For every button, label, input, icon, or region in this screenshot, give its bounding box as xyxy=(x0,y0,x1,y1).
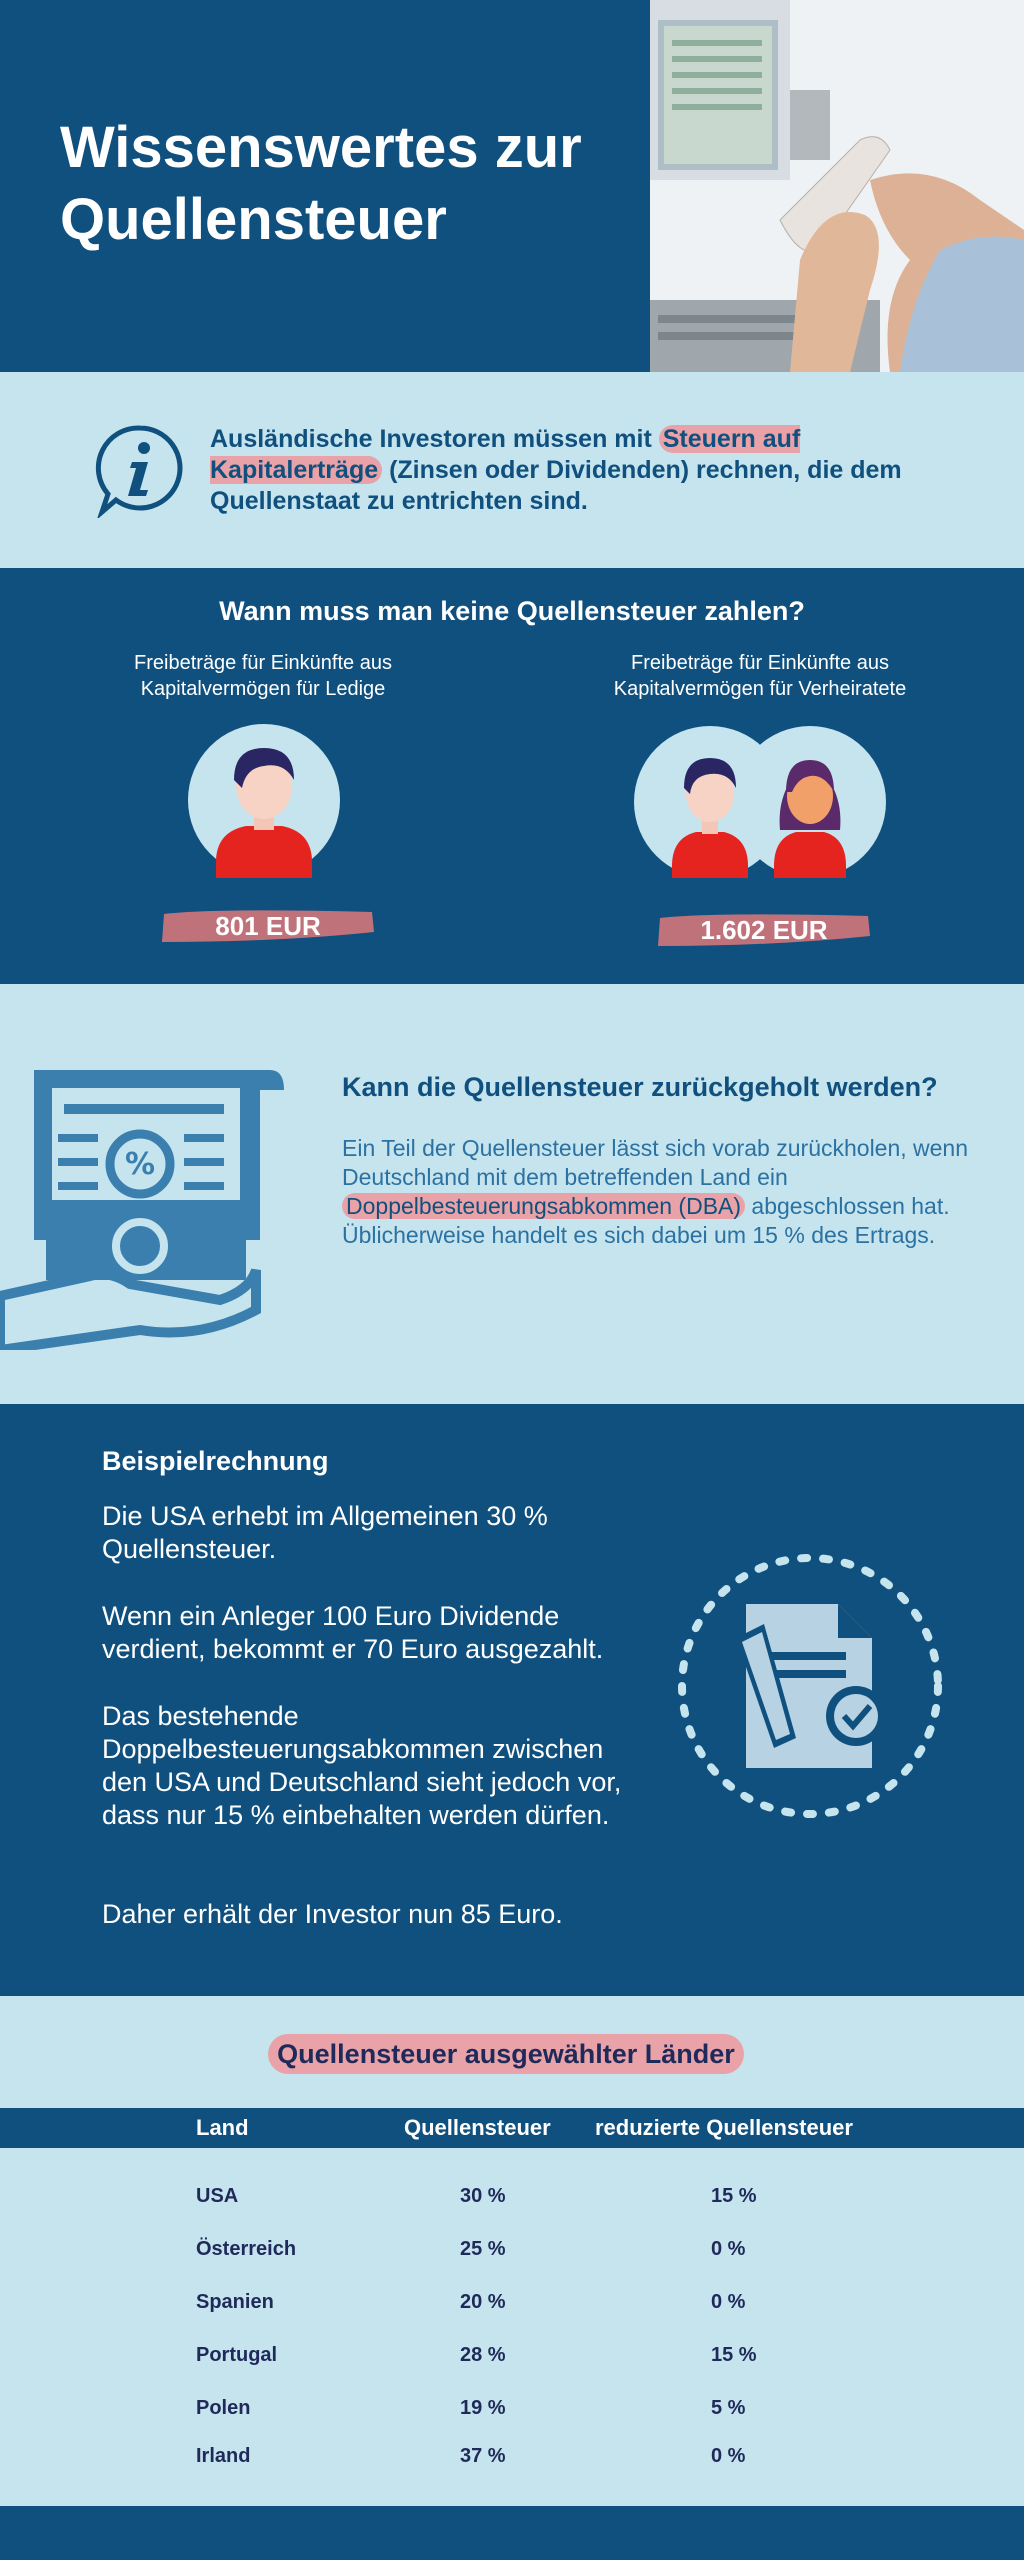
refund-highlight: Doppelbesteuerungsabkommen (DBA) xyxy=(342,1193,745,1219)
single-person-icon xyxy=(186,722,342,878)
countries-section xyxy=(0,1996,1024,2506)
single-allowance-label: Freibeträge für Einkünfte aus Kapitalvermögen für Ledige xyxy=(134,652,392,700)
allowance-heading: Wann muss man keine Quellensteuer zahlen? xyxy=(219,596,805,626)
cell-withholding-tax: 25 % xyxy=(460,2238,506,2260)
single-allowance-amount xyxy=(158,906,378,946)
married-allowance-amount xyxy=(654,910,874,950)
example-section xyxy=(0,1404,1024,1996)
cell-country: Irland xyxy=(196,2445,251,2467)
single-amount-text: 801 EUR xyxy=(215,911,321,941)
table-header xyxy=(0,2108,1024,2148)
table-row xyxy=(0,2282,1024,2322)
cell-reduced-tax: 0 % xyxy=(711,2238,746,2260)
info-text-after: (Zinsen oder Dividenden) rechnen, die dem Quellenstaat zu entrichten sind. xyxy=(210,456,902,515)
cell-country: Polen xyxy=(196,2397,251,2419)
cell-reduced-tax: 15 % xyxy=(711,2185,757,2207)
cell-reduced-tax: 0 % xyxy=(711,2445,746,2467)
example-paragraph-1: Die USA erhebt im Allgemeinen 30 % Quellensteuer. xyxy=(102,1501,548,1564)
info-icon xyxy=(92,422,188,518)
table-row xyxy=(0,2388,1024,2428)
table-row xyxy=(0,2335,1024,2375)
page-title: Wissenswertes zur Quellensteuer xyxy=(60,115,582,252)
table-row xyxy=(0,2176,1024,2216)
info-highlight: Steuern auf Kapitalerträge xyxy=(210,425,801,484)
table-row xyxy=(0,2436,1024,2476)
header-photo xyxy=(650,0,1024,372)
cell-reduced-tax: 0 % xyxy=(711,2291,746,2313)
info-text xyxy=(210,424,970,517)
refund-section xyxy=(0,984,1024,1404)
cell-withholding-tax: 28 % xyxy=(460,2344,506,2366)
example-heading: Beispielrechnung xyxy=(102,1446,329,1476)
cell-withholding-tax: 30 % xyxy=(460,2185,506,2207)
allowance-section xyxy=(0,568,1024,984)
example-paragraph-2: Wenn ein Anleger 100 Euro Dividende verdient, bekommt er 70 Euro ausgezahlt. xyxy=(102,1601,604,1664)
info-text-before: Ausländische Investoren müssen mit xyxy=(210,425,659,453)
married-amount-text: 1.602 EUR xyxy=(700,915,828,945)
signed-document-icon xyxy=(676,1552,944,1820)
column-header-withholding-tax: Quellensteuer xyxy=(404,2115,551,2140)
cell-reduced-tax: 15 % xyxy=(711,2344,757,2366)
tax-refund-hand-icon xyxy=(0,1060,300,1350)
cell-country: Österreich xyxy=(196,2238,297,2260)
column-header-country: Land xyxy=(196,2115,249,2140)
info-section xyxy=(0,372,1024,568)
cell-reduced-tax: 5 % xyxy=(711,2397,746,2419)
married-couple-icon xyxy=(630,726,890,882)
table-row xyxy=(0,2229,1024,2269)
example-paragraph-3: Das bestehende Doppelbesteuerungsabkommen zwischen den USA und Deutschland sieht jedoch vor, dass nur 15 % einbehalten werden dürfen. xyxy=(102,1701,622,1830)
refund-text-after: abgeschlossen hat. Üblicherweise handelt es sich dabei um 15 % des Ertrags. xyxy=(342,1193,950,1248)
cell-withholding-tax: 19 % xyxy=(460,2397,506,2419)
cell-country: Portugal xyxy=(196,2344,278,2366)
svg-text:%: % xyxy=(124,1147,156,1182)
refund-heading: Kann die Quellensteuer zurückgeholt werden? xyxy=(342,1072,938,1102)
refund-text-before: Ein Teil der Quellensteuer lässt sich vorab zurückholen, wenn Deutschland mit dem betreffenden Land ein xyxy=(342,1135,969,1190)
column-header-reduced-tax: reduzierte Quellensteuer xyxy=(595,2115,853,2140)
married-allowance-label: Freibeträge für Einkünfte aus Kapitalvermögen für Verheiratete xyxy=(613,652,907,700)
footer-bar xyxy=(0,2506,1024,2560)
cell-withholding-tax: 20 % xyxy=(460,2291,506,2313)
header-section xyxy=(0,0,1024,372)
example-paragraph-4: Daher erhält der Investor nun 85 Euro. xyxy=(102,1899,563,1929)
cell-withholding-tax: 37 % xyxy=(460,2445,506,2467)
refund-text xyxy=(342,1134,982,1250)
cell-country: USA xyxy=(196,2185,239,2207)
countries-heading: Quellensteuer ausgewählter Länder xyxy=(277,2039,735,2069)
countries-heading-highlight xyxy=(268,2034,744,2074)
cell-country: Spanien xyxy=(196,2291,274,2313)
